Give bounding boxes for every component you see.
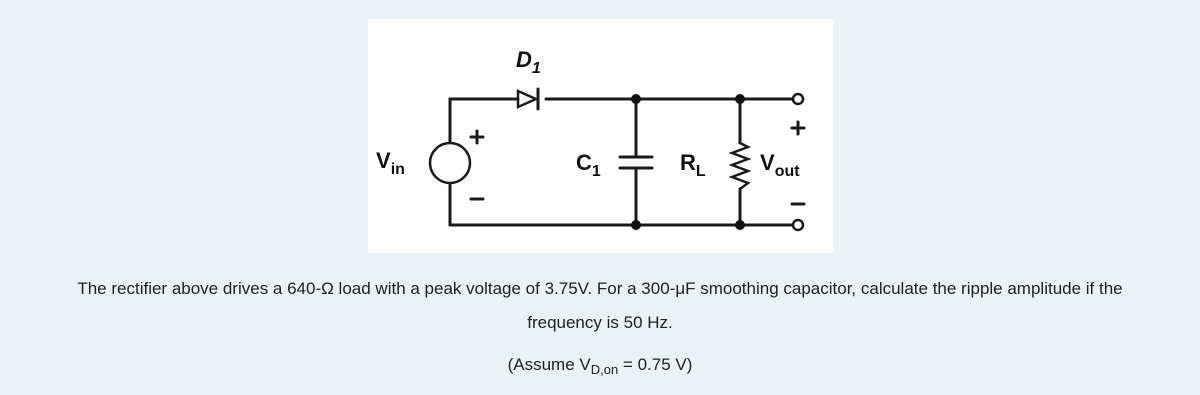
junction-dot-cap-bottom xyxy=(631,220,641,230)
junction-dot-cap-top xyxy=(631,94,641,104)
diode-triangle xyxy=(518,91,536,107)
diode-label: $D_1$ xyxy=(516,47,541,77)
rectifier-circuit-diagram xyxy=(368,19,833,253)
assume-prefix: (Assume V xyxy=(507,355,591,374)
output-label: $V_{out}$ xyxy=(760,150,800,180)
source-label: $V_{in}$ xyxy=(376,148,405,178)
resistor-zigzag xyxy=(732,143,748,189)
junction-dot-res-bottom xyxy=(735,220,745,230)
question-text xyxy=(0,272,1200,340)
question-line-1: The rectifier above drives a 640-Ω load with a peak voltage of 3.75V. For a 300-μF smoothing capacitor, calculate the ripple amplitude if the xyxy=(77,279,1123,298)
output-bottom-terminal xyxy=(793,220,803,230)
question-line-2: frequency is 50 Hz. xyxy=(527,313,673,332)
output-top-terminal xyxy=(793,94,803,104)
voltage-source-circle xyxy=(430,143,470,183)
resistor-label: $R_L$ xyxy=(680,150,706,180)
junction-dot-res-top xyxy=(735,94,745,104)
assume-suffix: = 0.75 V) xyxy=(618,355,693,374)
circuit-figure xyxy=(368,19,833,253)
assumption-note xyxy=(0,355,1200,377)
capacitor-label: $C_1$ xyxy=(576,150,601,180)
assume-subscript: D,on xyxy=(590,362,619,377)
